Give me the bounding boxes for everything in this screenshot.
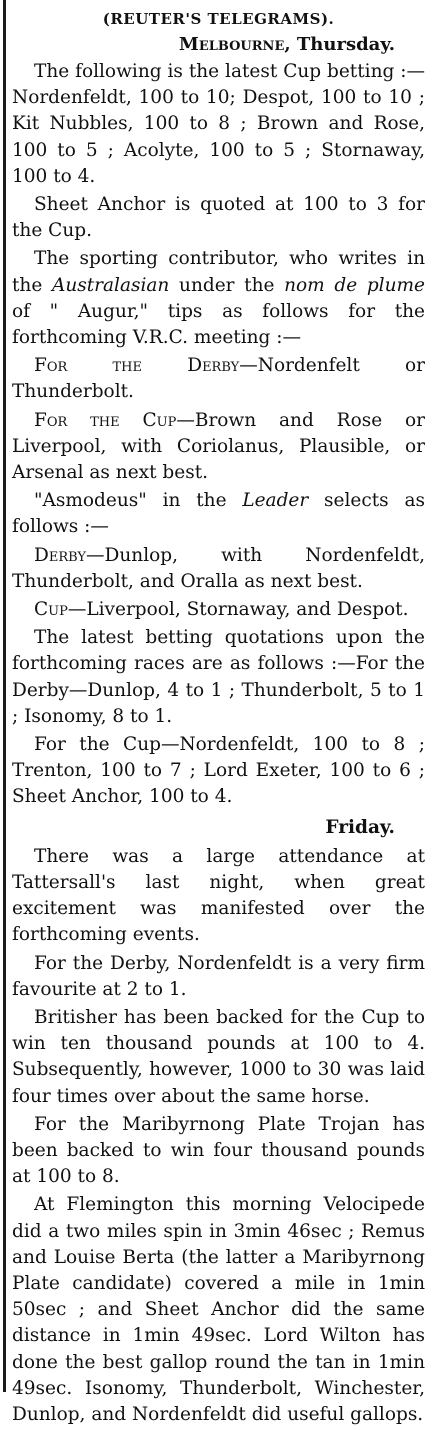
article-column bbox=[12, 10, 425, 1430]
text-run: —Nordenfelt or Thunderbolt. bbox=[12, 355, 425, 403]
lead-in: Cup bbox=[34, 599, 68, 621]
publication-name: Australasian bbox=[51, 274, 170, 296]
paragraph-augur-derby bbox=[12, 353, 425, 405]
paragraph-tattersalls: There was a large attendance at Tattersall's last night, when great excitement was manifested over the forthcoming events. bbox=[12, 845, 425, 946]
publication-name: Leader bbox=[242, 490, 309, 512]
text-run: under the bbox=[169, 274, 285, 296]
dateline-place: Melbourne bbox=[178, 34, 285, 55]
column-rule bbox=[3, 0, 6, 1392]
paragraph-asmodeus-cup bbox=[12, 597, 425, 623]
section-heading: (REUTER'S TELEGRAMS). bbox=[102, 10, 335, 28]
text-run: —Liverpool, Stornaway, and Despot. bbox=[67, 599, 409, 621]
paragraph-cup-quotations: For the Cup—Nordenfeldt, 100 to 8 ; Trenton, 100 to 7 ; Lord Exeter, 100 to 6 ; Sheet Anchor, 100 to 4. bbox=[12, 734, 425, 808]
paragraph-sheet-anchor: Sheet Anchor is quoted at 100 to 3 for the Cup. bbox=[12, 194, 425, 242]
lead-in: Derby bbox=[34, 544, 87, 566]
dateline-melbourne bbox=[12, 34, 395, 55]
text-run: —Brown and Rose or Liverpool, with Coriolanus, Plausible, or Arsenal as next best. bbox=[12, 409, 425, 484]
text-run: —Dunlop, with Nordenfeldt, Thunderbolt, and Oralla as next best. bbox=[12, 544, 425, 592]
text-run: of " Augur," tips as follows for the forthcoming V.R.C. meeting :— bbox=[12, 300, 425, 349]
italic-phrase: nom de plume bbox=[284, 274, 426, 296]
text-run: selects as follows :— bbox=[12, 490, 425, 538]
text-run: The sporting contributor, who writes in the bbox=[12, 248, 425, 296]
paragraph-augur-cup bbox=[12, 408, 425, 487]
paragraph-cup-betting: The following is the latest Cup betting :—Nordenfeldt, 100 to 10; Despot, 100 to 10 ; Kit Nubbles, 100 to 8 ; Brown and Rose, 100 to 5 ; Acolyte, 100 to 5 ; Stornaway, 100 to 4. bbox=[12, 61, 425, 187]
lead-in: For the Derby bbox=[34, 355, 240, 377]
paragraph-britisher: Britisher has been backed for the Cup to win ten thousand pounds at 100 to 4. Subsequently, however, 1000 to 30 was laid four times over about the same horse. bbox=[12, 1006, 425, 1107]
paragraph-latest-quotations: The latest betting quotations upon the forthcoming races are as follows :—For the Derby—Dunlop, 4 to 1 ; Thunderbolt, 5 to 1 ; Isonomy, 8 to 1. bbox=[12, 627, 425, 727]
dateline-friday: Friday. bbox=[325, 816, 395, 838]
lead-in: For the Cup bbox=[34, 409, 177, 431]
paragraph-maribyrnong: For the Maribyrnong Plate Trojan has been backed to win four thousand pounds at 100 to 8. bbox=[12, 1113, 425, 1188]
paragraph-asmodeus-derby bbox=[12, 543, 425, 595]
text-run: "Asmodeus" in the bbox=[34, 490, 243, 512]
paragraph-asmodeus bbox=[12, 488, 425, 540]
paragraph-flemington-gallops: At Flemington this morning Velocipede did a two miles spin in 3min 46sec ; Remus and Louise Berta (the latter a Maribyrnong Plate candidate) covered a mile in 1min 50sec ; and Sheet Anchor did the same distance in 1min 49sec. Lord Wilton has done the best gallop round the tan in 1min 49sec. Isonomy, Thunderbolt, Winchester, Dunlop, and Nordenfeldt did useful gallops. bbox=[12, 1194, 425, 1425]
paragraph-derby-favourite: For the Derby, Nordenfeldt is a very firm favourite at 2 to 1. bbox=[12, 952, 425, 1000]
dateline-day: , Thursday. bbox=[284, 34, 395, 55]
paragraph-augur bbox=[12, 246, 425, 351]
